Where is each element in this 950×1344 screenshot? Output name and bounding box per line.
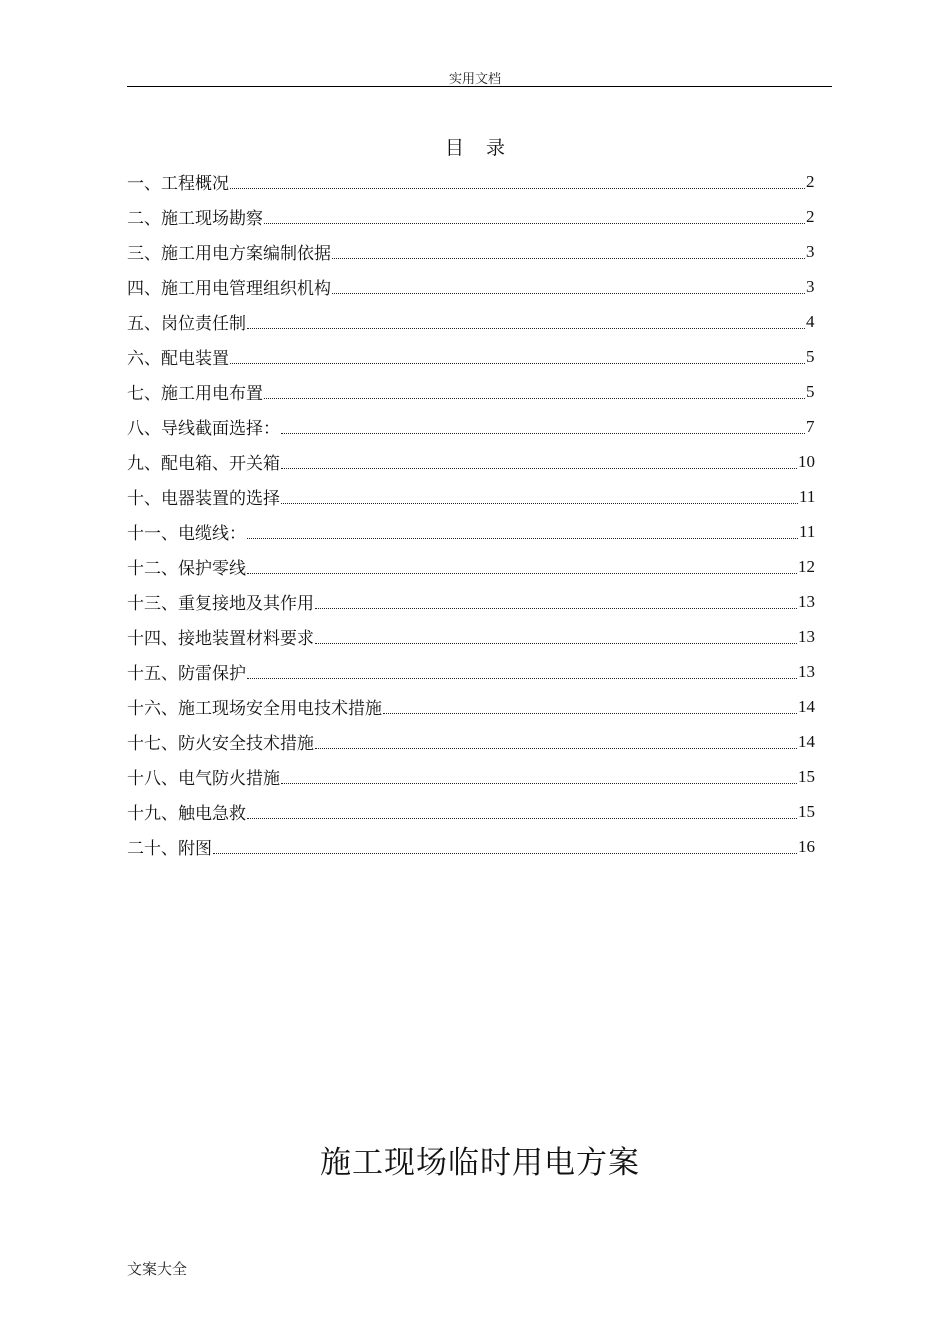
toc-entry-page: 13 bbox=[798, 661, 815, 681]
toc-entry-page: 15 bbox=[798, 766, 815, 786]
page-footer: 文案大全 bbox=[127, 1260, 188, 1278]
toc-leader-dots bbox=[213, 833, 797, 854]
toc-entry-page: 5 bbox=[806, 346, 815, 366]
toc-entry[interactable] bbox=[127, 234, 847, 269]
toc-entry-label: 十九、触电急救 bbox=[127, 804, 246, 824]
toc-entry-label: 十八、电气防火措施 bbox=[127, 769, 280, 789]
toc-leader-dots bbox=[281, 483, 798, 504]
toc-entry[interactable] bbox=[127, 409, 847, 444]
toc-leader-dots bbox=[315, 728, 797, 749]
toc-entry-page: 11 bbox=[799, 521, 816, 541]
toc-entry-label: 四、施工用电管理组织机构 bbox=[127, 279, 331, 299]
toc-entry-label: 九、配电箱、开关箱 bbox=[127, 454, 280, 474]
toc-entry-label: 二、施工现场勘察 bbox=[127, 209, 263, 229]
toc-entry-page: 16 bbox=[798, 836, 815, 856]
toc-leader-dots bbox=[247, 553, 797, 574]
toc-entry-page: 5 bbox=[806, 381, 815, 401]
toc-entry-page: 4 bbox=[806, 311, 815, 331]
page-header: 实用文档 bbox=[448, 72, 501, 87]
toc-entry-label: 十七、防火安全技术措施 bbox=[127, 734, 314, 754]
toc-leader-dots bbox=[247, 518, 798, 539]
toc-entry-label: 十、电器装置的选择 bbox=[127, 489, 280, 509]
toc-entry[interactable] bbox=[127, 689, 847, 724]
toc-leader-dots bbox=[247, 798, 797, 819]
toc-entry-label: 八、导线截面选择： bbox=[127, 419, 280, 439]
toc-leader-dots bbox=[332, 273, 805, 294]
toc-entry-page: 2 bbox=[806, 206, 815, 226]
toc-leader-dots bbox=[264, 203, 805, 224]
toc-entry-label: 十四、接地装置材料要求 bbox=[127, 629, 314, 649]
toc-entry[interactable] bbox=[127, 374, 847, 409]
document-title: 施工现场临时用电方案 bbox=[320, 1145, 640, 1181]
toc-entry[interactable] bbox=[127, 339, 847, 374]
toc-entry-page: 3 bbox=[806, 276, 815, 296]
toc-entry-page: 13 bbox=[798, 591, 815, 611]
toc-leader-dots bbox=[247, 308, 805, 329]
toc-entry-label: 二十、附图 bbox=[127, 839, 212, 859]
toc-title: 目录 bbox=[444, 137, 527, 159]
toc-entry-page: 14 bbox=[798, 731, 815, 751]
toc-entry-label: 十五、防雷保护 bbox=[127, 664, 246, 684]
toc-entry[interactable] bbox=[127, 549, 847, 584]
toc-entry-label: 七、施工用电布置 bbox=[127, 384, 263, 404]
table-of-contents bbox=[127, 164, 847, 864]
toc-entry[interactable] bbox=[127, 724, 847, 759]
toc-entry-page: 13 bbox=[798, 626, 815, 646]
toc-leader-dots bbox=[264, 378, 805, 399]
toc-leader-dots bbox=[230, 343, 805, 364]
toc-entry[interactable] bbox=[127, 164, 847, 199]
toc-entry[interactable] bbox=[127, 479, 847, 514]
toc-entry-page: 11 bbox=[799, 486, 816, 506]
toc-entry-label: 五、岗位责任制 bbox=[127, 314, 246, 334]
toc-leader-dots bbox=[315, 588, 797, 609]
toc-entry-label: 十三、重复接地及其作用 bbox=[127, 594, 314, 614]
toc-leader-dots bbox=[332, 238, 805, 259]
toc-entry[interactable] bbox=[127, 794, 847, 829]
toc-entry-label: 十二、保护零线 bbox=[127, 559, 246, 579]
toc-entry-label: 六、配电装置 bbox=[127, 349, 229, 369]
toc-leader-dots bbox=[315, 623, 797, 644]
toc-leader-dots bbox=[281, 448, 797, 469]
toc-entry-page: 10 bbox=[798, 451, 815, 471]
toc-entry-label: 一、工程概况 bbox=[127, 174, 229, 194]
toc-entry[interactable] bbox=[127, 759, 847, 794]
toc-entry-page: 14 bbox=[798, 696, 815, 716]
toc-entry[interactable] bbox=[127, 304, 847, 339]
toc-entry[interactable] bbox=[127, 584, 847, 619]
toc-entry-label: 三、施工用电方案编制依据 bbox=[127, 244, 331, 264]
toc-leader-dots bbox=[281, 413, 805, 434]
toc-entry[interactable] bbox=[127, 619, 847, 654]
toc-entry[interactable] bbox=[127, 514, 847, 549]
toc-entry[interactable] bbox=[127, 444, 847, 479]
toc-leader-dots bbox=[281, 763, 797, 784]
toc-entry-page: 12 bbox=[798, 556, 815, 576]
toc-entry-page: 7 bbox=[806, 416, 815, 436]
toc-entry-label: 十六、施工现场安全用电技术措施 bbox=[127, 699, 382, 719]
toc-entry[interactable] bbox=[127, 829, 847, 864]
header-rule bbox=[127, 86, 832, 87]
toc-leader-dots bbox=[383, 693, 797, 714]
toc-entry[interactable] bbox=[127, 199, 847, 234]
toc-leader-dots bbox=[230, 168, 805, 189]
toc-entry-label: 十一、电缆线： bbox=[127, 524, 246, 544]
toc-leader-dots bbox=[247, 658, 797, 679]
toc-entry[interactable] bbox=[127, 269, 847, 304]
toc-entry[interactable] bbox=[127, 654, 847, 689]
toc-entry-page: 3 bbox=[806, 241, 815, 261]
toc-entry-page: 15 bbox=[798, 801, 815, 821]
toc-entry-page: 2 bbox=[806, 171, 815, 191]
